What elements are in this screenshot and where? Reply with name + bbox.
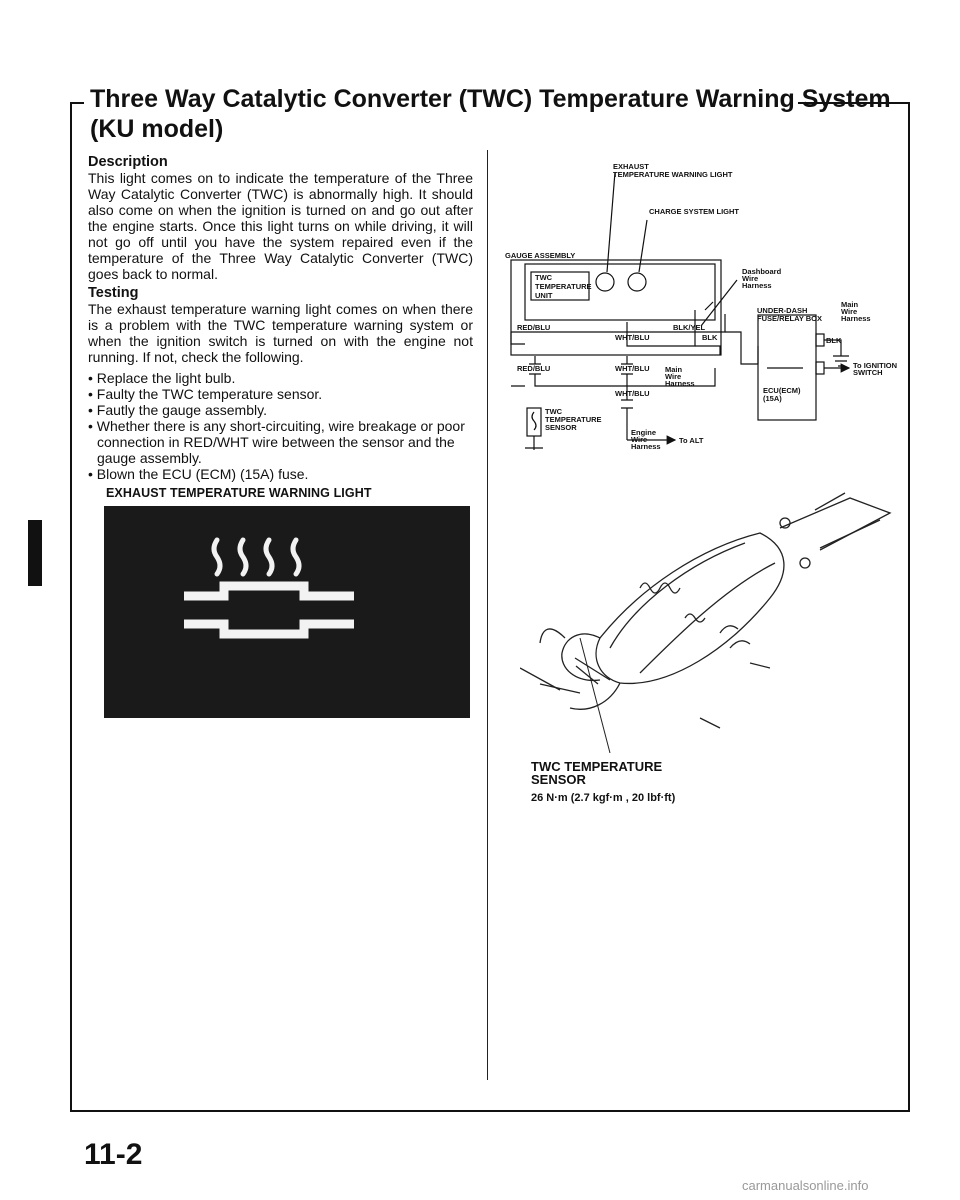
label-blk-yel: BLK/YEL: [673, 323, 706, 332]
label-main2-1: Main: [665, 365, 683, 374]
label-dash-2: Wire: [742, 274, 759, 283]
label-blk-2: BLK: [826, 336, 842, 345]
wiring-diagram: [505, 150, 905, 450]
frame-bottom-rule: [70, 1110, 910, 1112]
label-charge-light: CHARGE SYSTEM LIGHT: [649, 207, 740, 216]
label-twc-unit-3: UNIT: [535, 291, 553, 300]
label-sensor-3: SENSOR: [545, 423, 577, 432]
check-item: • Blown the ECU (ECM) (15A) fuse.: [88, 466, 473, 482]
label-blk-1: BLK: [702, 333, 718, 342]
label-dash-1: Dashboard: [742, 267, 782, 276]
check-item: • Faulty the TWC temperature sensor.: [88, 386, 473, 402]
label-engine-2: Wire: [631, 435, 648, 444]
label-twc-unit-1: TWC: [535, 273, 553, 282]
testing-body: The exhaust temperature warning light comes on when there is a problem with the TWC temperature warning system or when the ignition switch is turned on with the engine not running. If not, check the following.: [88, 301, 473, 365]
testing-section: [88, 285, 473, 365]
label-main-2: Wire: [841, 307, 858, 316]
label-engine-1: Engine: [631, 428, 657, 437]
sensor-caption: [531, 760, 662, 786]
watermark: carmanualsonline.info: [742, 1178, 869, 1193]
charge-bulb-icon: [628, 273, 646, 291]
label-wht-blu-3: WHT/BLU: [615, 389, 650, 398]
check-item: • Replace the light bulb.: [88, 370, 473, 386]
label-main-1: Main: [841, 300, 859, 309]
frame-top-tick: [70, 102, 84, 104]
frame-right-rule: [908, 102, 910, 1112]
page-subtitle: (KU model): [90, 115, 224, 143]
page-title: Three Way Catalytic Converter (TWC) Temperature Warning System: [90, 85, 891, 113]
label-ecu-1: ECU(ECM): [763, 386, 801, 395]
section-tab-marker: [28, 520, 42, 586]
warning-lamp-panel: [104, 506, 470, 718]
label-ecu-2: (15A): [763, 394, 782, 403]
label-main2-2: Wire: [665, 372, 682, 381]
lamp-figure-caption: EXHAUST TEMPERATURE WARNING LIGHT: [106, 486, 372, 500]
label-ignition-2: SWITCH: [853, 368, 883, 377]
frame-left-rule: [70, 102, 72, 1112]
label-main-3: Harness: [841, 314, 871, 323]
description-section: [88, 154, 473, 282]
torque-spec: 26 N·m (2.7 kgf·m , 20 lbf·ft): [531, 792, 676, 804]
column-divider: [487, 150, 488, 1080]
label-wht-blu-2: WHT/BLU: [615, 364, 650, 373]
label-exhaust: EXHAUST: [613, 162, 649, 171]
exhaust-temperature-warning-icon: [104, 506, 470, 718]
label-twc-unit-2: TEMPERATURE: [535, 282, 592, 291]
description-heading: Description: [88, 154, 168, 170]
warning-bulb-icon: [596, 273, 614, 291]
label-red-blu-2: RED/BLU: [517, 364, 551, 373]
sensor-caption-line1: TWC TEMPERATURE: [531, 759, 663, 774]
label-fuse-box-2: FUSE/RELAY BOX: [757, 314, 823, 323]
label-sensor-1: TWC: [545, 407, 563, 416]
flange-bolt-icon: [800, 558, 810, 568]
sensor-caption-line2: SENSOR: [531, 772, 586, 787]
label-ignition-1: To IGNITION: [853, 361, 898, 370]
label-red-blu-1: RED/BLU: [517, 323, 551, 332]
label-engine-3: Harness: [631, 442, 661, 450]
page-number: 11-2: [84, 1138, 143, 1171]
label-main2-3: Harness: [665, 379, 695, 388]
catalytic-converter-illustration: [520, 488, 905, 753]
description-body: This light comes on to indicate the temperature of the Three Way Catalytic Converter (TWC) is abnormally high. It should also come on when the ignition is turned on and go out after the engine starts. Once this light turns on while driving, it will not go off until you have the system repaired even if the temperature of the Three Way Catalytic Converter (TWC) goes back to normal.: [88, 170, 473, 282]
label-exhaust-light: TEMPERATURE WARNING LIGHT: [613, 170, 733, 179]
label-wht-blu-1: WHT/BLU: [615, 333, 650, 342]
label-fuse-box-1: UNDER-DASH: [757, 306, 808, 315]
check-item: • Fautly the gauge assembly.: [88, 402, 473, 418]
testing-heading: Testing: [88, 285, 139, 301]
label-gauge-assembly: GAUGE ASSEMBLY: [505, 251, 576, 260]
label-to-alt: To ALT: [679, 436, 704, 445]
check-list: [88, 370, 473, 482]
label-sensor-2: TEMPERATURE: [545, 415, 602, 424]
check-item: • Whether there is any short-circuiting, wire breakage or poor connection in RED/WHT wire between the sensor and the gauge assembly.: [88, 418, 473, 466]
label-dash-3: Harness: [742, 281, 772, 290]
